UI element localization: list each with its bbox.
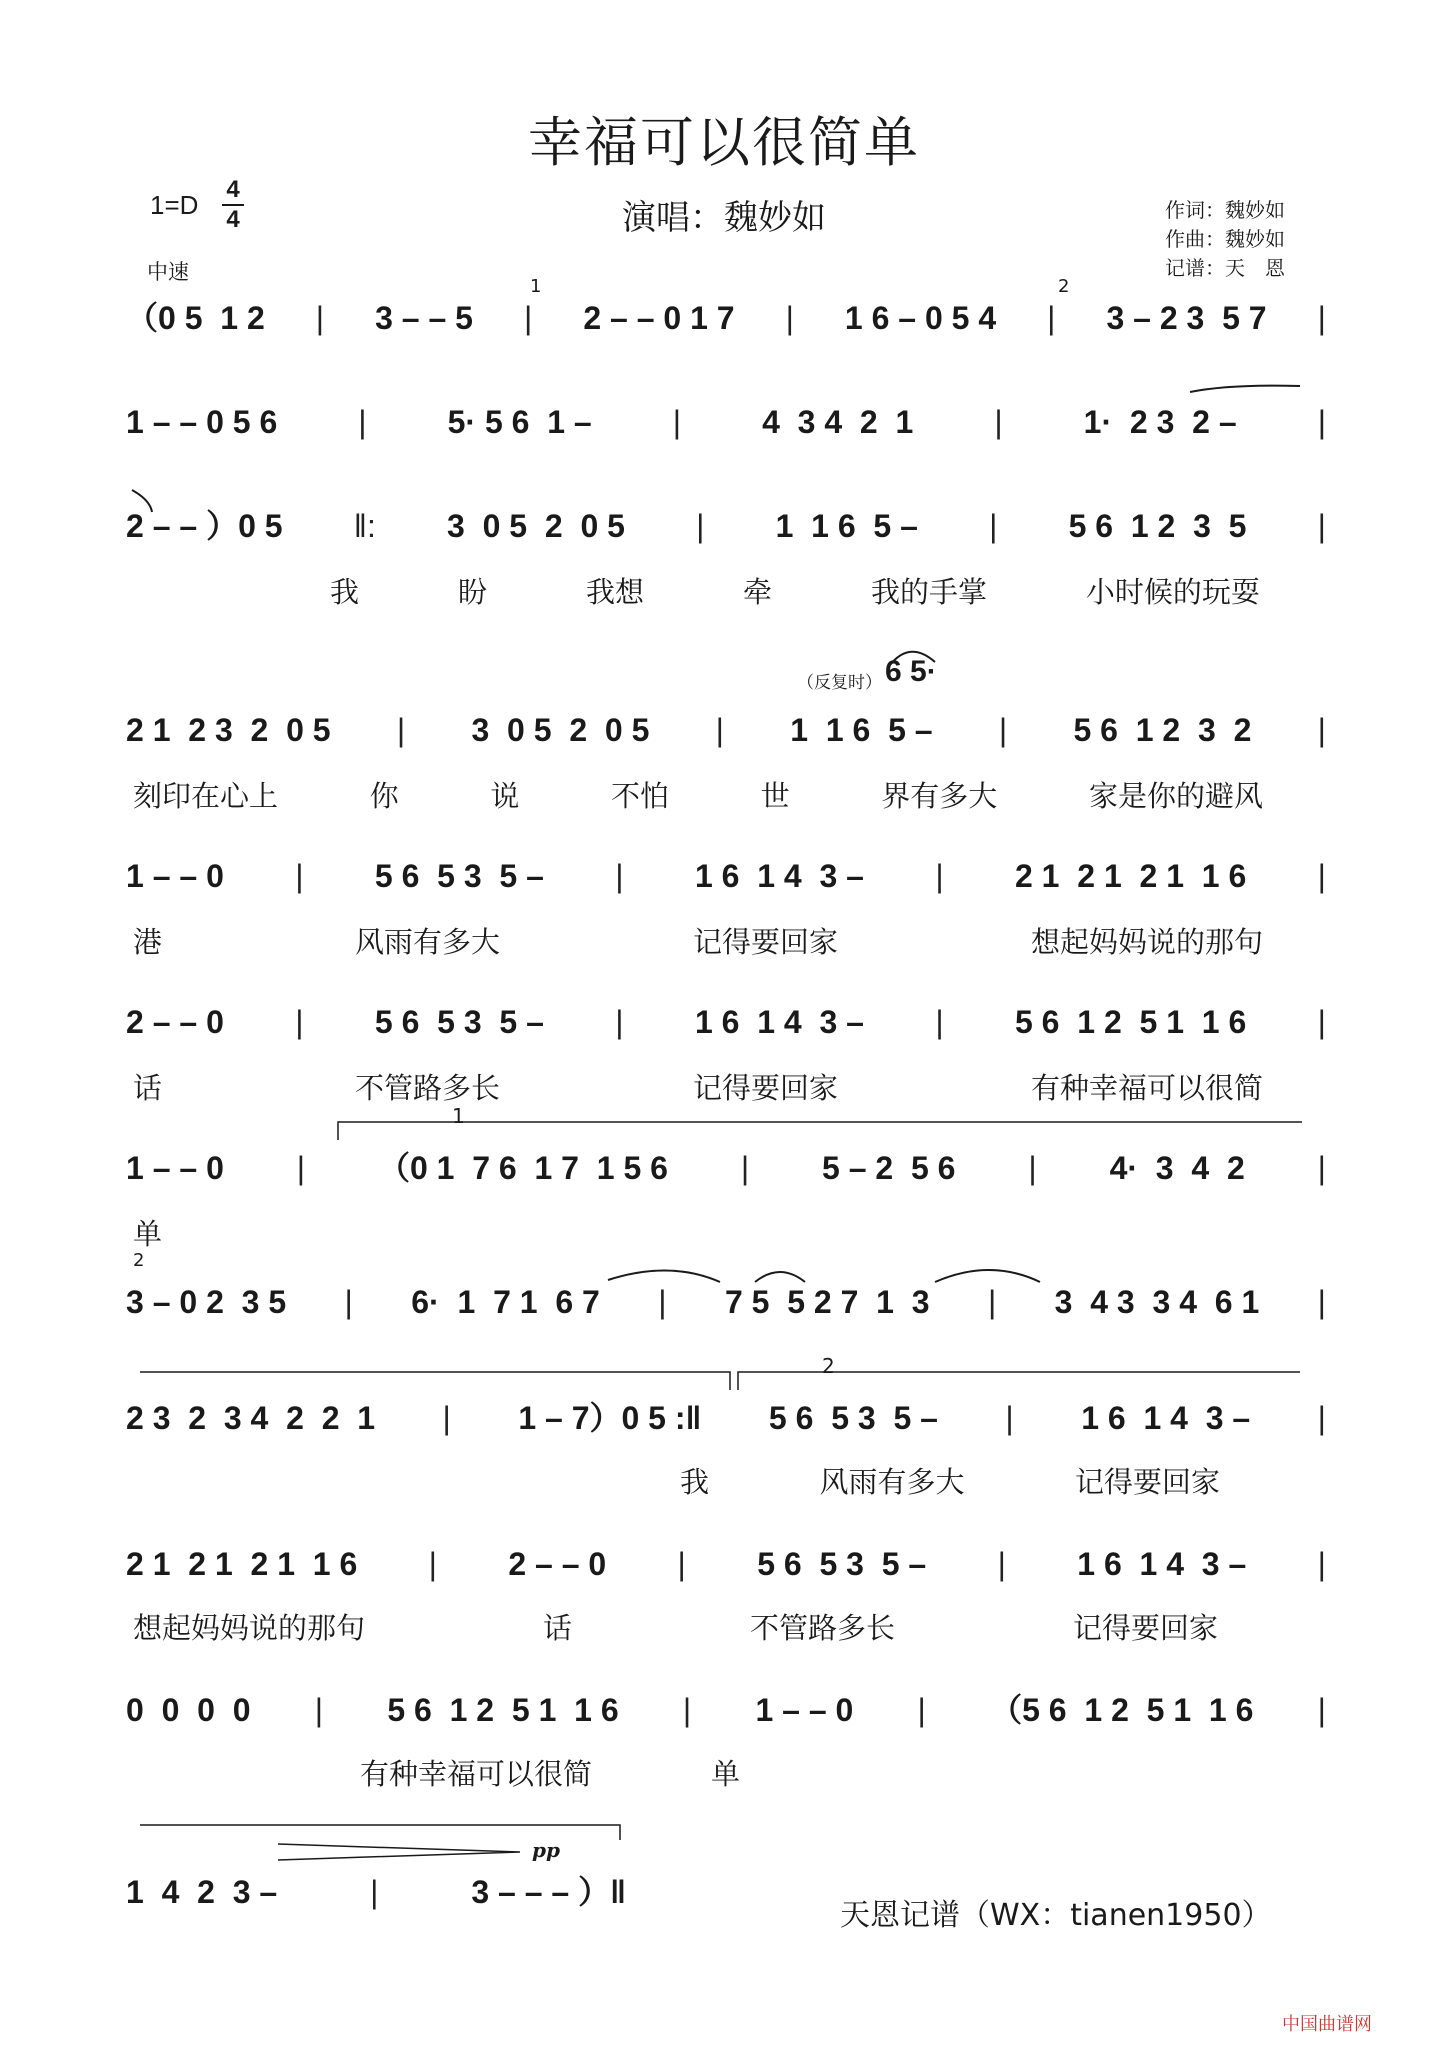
barline: | [1317,1004,1326,1040]
measure: 2 3 2 3 4 2 2 1 [126,1400,376,1436]
score-row-9 [126,1398,1326,1438]
measure: 3 – 2 3 5 7 [1106,300,1267,336]
barline: | [989,508,998,544]
barline: | [295,1004,304,1040]
measure: 1· 2 3 2 – [1083,404,1237,440]
transcriber-credit: 天恩记谱（WX：tianen1950） [840,1898,1272,1933]
time-signature [222,176,244,234]
barline: | [1028,1150,1037,1186]
lyric: 单 [710,1757,740,1791]
measure: 1 – – 0 5 6 [126,404,278,440]
lyric: 我想 [585,575,644,609]
barline: | [994,404,1003,440]
measure: 5 6 1 2 5 1 1 6 [387,1692,619,1728]
dynamic-marking: pp [532,1838,560,1862]
lyric: 单 [133,1217,163,1251]
barline: | [917,1692,926,1728]
barline: | [997,1546,1006,1582]
measure: 2 1 2 3 2 0 5 [126,712,331,748]
measure: 5· 5 6 1 – [447,404,592,440]
barline: | [428,1546,437,1582]
measure: 1 1 6 5 – [775,508,918,544]
barline: | [296,1150,306,1186]
barline: | [1317,1150,1326,1186]
volta-small-1: 1 [530,276,542,297]
lyric: 不管路多长 [354,1071,500,1105]
measure: 3 0 5 2 0 5 [447,508,625,544]
lyric: 我的手掌 [870,575,987,609]
barline: | [442,1400,451,1436]
lyric: 不管路多长 [749,1611,895,1645]
lyric: 你 [369,779,399,813]
barline: | [370,1874,379,1910]
time-signature-top: 4 [226,176,240,203]
barline: | [682,1692,692,1728]
measure: 3 4 3 3 4 6 1 [1054,1284,1260,1320]
measure: 2 – – ）0 5 [126,508,283,544]
barline: | [658,1284,667,1320]
barline: | [1317,858,1326,894]
measure: （0 5 1 2 [126,300,265,336]
measure: 0 0 0 0 [126,1692,251,1728]
score-row-3 [126,506,1326,546]
barline: | [935,858,944,894]
lyric: 港 [133,925,163,959]
score-row-7 [126,1148,1326,1188]
measure: 5 6 5 3 5 – [757,1546,927,1582]
lyric: 盼 [457,575,487,609]
barline: | [677,1546,686,1582]
lyric: 刻印在心上 [133,779,279,813]
score-row-10 [126,1544,1326,1584]
credits [1165,196,1285,283]
lyric-row-11 [360,1752,740,1793]
lyric: 记得要回家 [1072,1611,1218,1645]
score-row-8 [126,1282,1326,1322]
lyric: 我 [330,575,360,609]
score-row-2 [126,402,1326,442]
volta-2-label: 2 [822,1354,835,1378]
barline: | [740,1150,750,1186]
time-signature-bottom: 4 [222,204,244,234]
barline: | [1317,1284,1326,1320]
barline: | [1317,1546,1326,1582]
barline: | [396,712,406,748]
measure: 5 6 1 2 5 1 1 6 [1014,1004,1247,1040]
lyric: 有种幸福可以很简 [360,1757,593,1791]
barline: | [1317,712,1326,748]
lyric-row-10 [133,1606,1218,1647]
barline: | [1317,404,1326,440]
barline: | [295,858,304,894]
barline: | [1317,508,1326,544]
tempo-marking: 中速 [147,260,189,284]
barline: | [1317,1692,1326,1728]
measure: 6· 1 7 1 6 7 [411,1284,600,1320]
measure: 5 6 5 3 5 – [374,858,544,894]
song-title: 幸福可以很简单 [528,111,920,174]
site-watermark: 中国曲谱网 [1282,2014,1372,2035]
measure: 3 – 0 2 3 5 [126,1284,287,1320]
measure: 1 6 1 4 3 – [694,858,864,894]
measure: 5 6 5 3 5 – [768,1400,938,1436]
measure: 4 3 4 2 1 [762,404,914,440]
lyricist: 作词：魏妙如 [1165,198,1285,222]
measure: 5 – 2 5 6 [822,1150,956,1186]
score-row-1 [126,298,1326,338]
volta-small-3: 2 [133,1250,145,1271]
measure: 2 – – 0 [126,1004,224,1040]
barline: | [1317,300,1326,336]
lyric: 风雨有多大 [354,925,500,959]
barline: | [715,712,724,748]
singer-line: 演唱：魏妙如 [622,198,826,238]
lyric: 风雨有多大 [819,1465,965,1499]
composer: 作曲：魏妙如 [1165,227,1285,251]
lyric: 界有多大 [881,779,998,813]
barline: | [696,508,705,544]
lyric-row-6 [133,1066,1263,1107]
lyric: 家是你的避风 [1088,779,1263,813]
measure: 5 6 1 2 3 5 [1068,508,1247,544]
barline: | [523,300,533,336]
lyric-row-7 [133,1212,1263,1253]
measure: 1 – – 0 [126,1150,224,1186]
measure: 1 6 1 4 3 – [1081,1400,1251,1436]
barline: | [672,404,682,440]
barline: | [785,300,794,336]
measure: （0 1 7 6 1 7 1 5 6 [377,1150,668,1186]
volta-1-label: 1 [452,1104,465,1128]
barline: | [314,1692,324,1728]
measure: 5 6 1 2 3 2 [1073,712,1252,748]
measure: 2 – – 0 [508,1546,607,1582]
barline: | [987,1284,997,1320]
measure: 1 – – 0 [126,858,224,894]
lyric: 想起妈妈说的那句 [1030,925,1263,959]
measure: 2 1 2 1 2 1 1 6 [1014,858,1247,894]
barline: | [1047,300,1056,336]
barline: | [344,1284,353,1320]
score-row-6 [126,1002,1326,1042]
measure: （5 6 1 2 5 1 1 6 [990,1692,1254,1728]
barline: | [615,1004,624,1040]
lyric: 不怕 [610,779,669,813]
lyric-row-4 [133,774,1263,815]
lyric: 世 [760,779,790,813]
key-signature: 1=D [150,190,199,220]
measure: 1 – 7）0 5 :‖ [518,1400,702,1436]
barline: | [615,858,624,894]
lyric: 小时候的玩耍 [1085,575,1260,609]
measure: 1 4 2 3 – [126,1874,278,1910]
lyric: 话 [133,1071,163,1105]
repeat-annotation: （反复时） [797,673,882,693]
measure: 1 1 6 5 – [790,712,933,748]
lyric: 记得要回家 [1074,1465,1220,1499]
lyric: 想起妈妈说的那句 [133,1611,366,1645]
measure: 5 6 5 3 5 – [374,1004,544,1040]
lyric-row-3 [330,570,1260,611]
lyric: 牵 [742,575,772,609]
lyric: 话 [542,1611,572,1645]
measure: 4· 3 4 2 [1109,1150,1245,1186]
score-row-5 [126,856,1326,896]
lyric-row-5 [133,920,1263,961]
score-row-4 [126,710,1326,750]
repeat-start: ‖: [353,508,376,544]
lyric: 我 [680,1465,710,1499]
measure: 3 – – 5 [375,300,473,336]
barline: | [315,300,325,336]
barline: | [1005,1400,1014,1436]
volta-small-2: 2 [1058,276,1070,297]
barline: | [358,404,367,440]
barline: | [998,712,1008,748]
lyric: 记得要回家 [692,1071,838,1105]
measure: 2 1 2 1 2 1 1 6 [126,1546,358,1582]
barline: | [1317,1400,1326,1436]
measure: 1 – – 0 [755,1692,854,1728]
transcriber: 记谱：天 恩 [1165,256,1285,280]
lyric: 说 [490,779,520,813]
score-row-11 [126,1690,1326,1730]
measure: 1 6 1 4 3 – [1077,1546,1247,1582]
measure: 7 5 5 2 7 1 3 [724,1284,930,1320]
barline: | [935,1004,944,1040]
score-row-12 [126,1872,626,1912]
lyric-row-9 [680,1460,1220,1501]
measure: 1 6 1 4 3 – [694,1004,864,1040]
measure: 1 6 – 0 5 4 [844,300,997,336]
lyric: 有种幸福可以很简 [1030,1071,1263,1105]
measure: 2 – – 0 1 7 [583,300,735,336]
lyric: 记得要回家 [692,925,838,959]
measure: 3 – – – ）‖ [471,1874,626,1910]
repeat-alt-notes: 6 5· [885,655,937,688]
measure: 3 0 5 2 0 5 [471,712,650,748]
